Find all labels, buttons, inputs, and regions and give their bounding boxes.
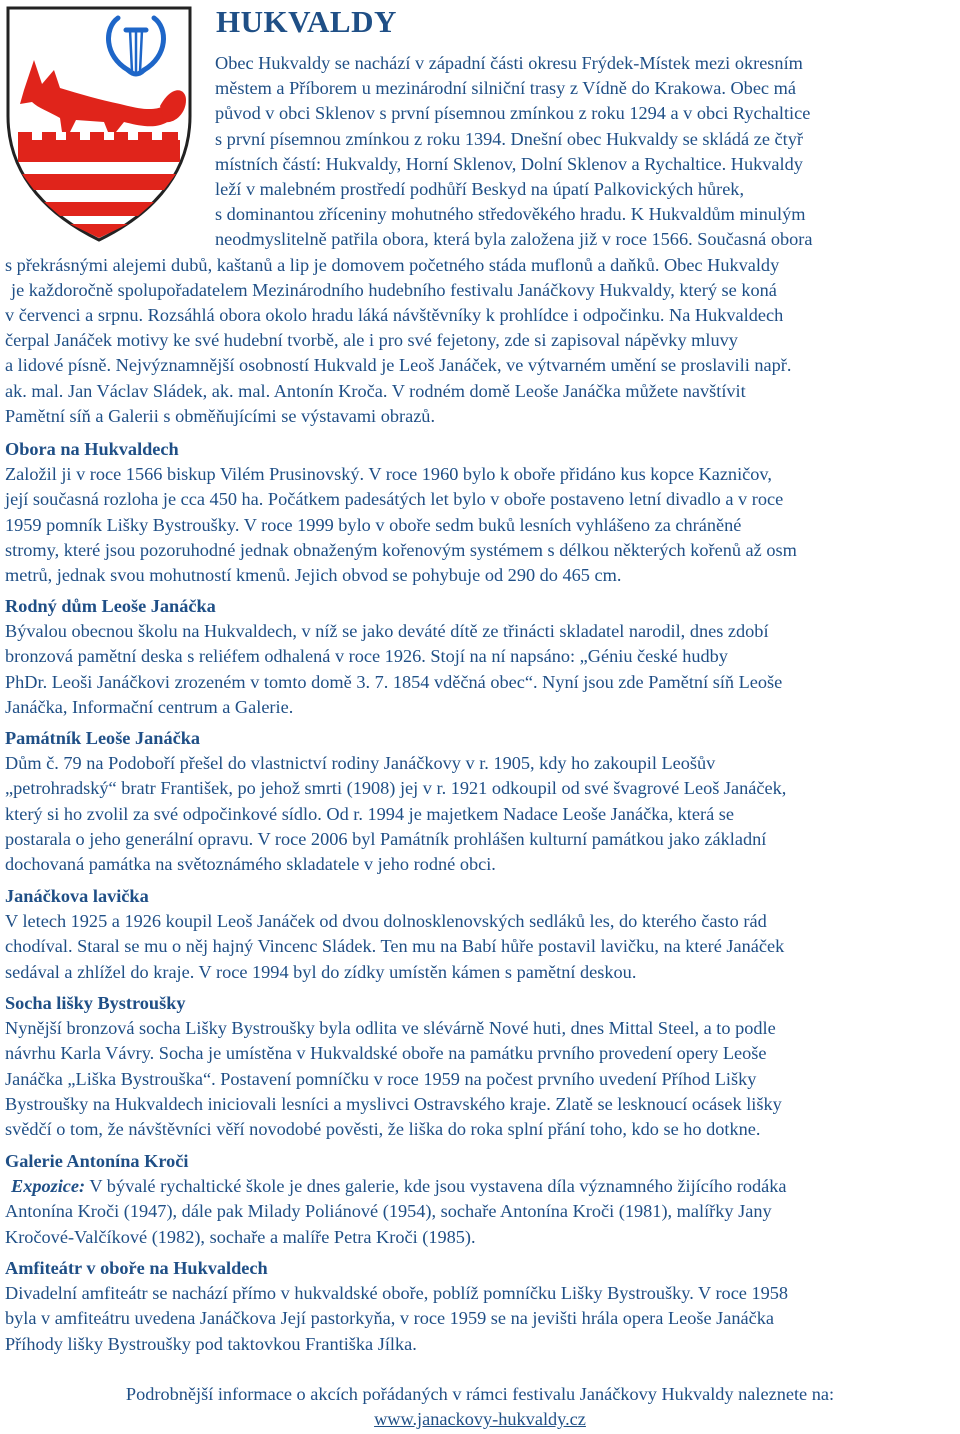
intro-line: Pamětní síň a Galerii s obměňujícími se výstavami obrazů. — [5, 405, 436, 426]
text-line: bronzová pamětní deska s reliéfem odhalená v roce 1926. Stojí na ní napsáno: „Géniu české hudby — [5, 646, 728, 667]
intro-line: městem a Příborem u mezinárodní silniční trasy z Vídně do Krakowa. Obec má — [215, 78, 796, 99]
text-line: Janáčka „Liška Bystrouška“. Postavení pomníčku v roce 1959 na počest prvního uvedení Příhod Lišky — [5, 1068, 757, 1089]
section-heading: Janáčkova lavička — [5, 886, 149, 906]
text-line — [5, 1174, 957, 1199]
intro-line: ak. mal. Jan Václav Sládek, ak. mal. Antonín Kroča. V rodném domě Leoše Janáčka můžete navštívit — [5, 380, 746, 401]
section-heading: Galerie Antonína Kroči — [5, 1151, 189, 1171]
section-pamatnik — [5, 726, 957, 877]
section-heading: Obora na Hukvaldech — [5, 439, 179, 459]
text-line: 1959 pomník Lišky Bystroušky. V roce 1999 bylo v oboře sedm buků lesních vyhlášeno za chráněné — [5, 514, 742, 535]
text-line: Antonína Kroči (1947), dále pak Milady Poliánové (1954), sochaře Antonína Kroči (1981), malířky Jany — [5, 1201, 772, 1222]
section-heading: Socha lišky Bystroušky — [5, 993, 186, 1013]
intro-line: leží v malebném prostředí podhůří Beskyd na úpatí Palkovických hůrek, — [215, 179, 745, 200]
intro-line: s první písemnou zmínkou z roku 1394. Dnešní obec Hukvaldy se skládá ze čtyř — [215, 128, 803, 149]
section-lavicka — [5, 884, 957, 985]
section-heading: Památník Leoše Janáčka — [5, 728, 201, 748]
intro-line: s překrásnými alejemi dubů, kaštanů a lip je domovem početného stáda muflonů a daňků. Obec Hukvaldy — [5, 254, 780, 275]
text-line: návrhu Karla Vávry. Socha je umístěna v Hukvaldské oboře na památku prvního provedení opery Leoše — [5, 1043, 767, 1064]
text-line: „petrohradský“ bratr František, po jehož smrti (1908) jej v r. 1921 odkoupil od své švagrové Leoš Janáček, — [5, 778, 787, 799]
festival-website-link[interactable]: www.janackovy-hukvaldy.cz — [374, 1409, 586, 1429]
text-line: byla v amfiteátru uvedena Janáčkova Její pastorkyňa, v roce 1959 se na jevišti hrála opera Leoše Janáčka — [5, 1308, 775, 1329]
text-line: Příhody lišky Bystroušky pod taktovkou Františka Jílka. — [5, 1333, 417, 1354]
text-line: chodíval. Staral se mu o něj hajný Vincenc Sládek. Ten mu na Babí hůře postavil lavičku, na které Janáček — [5, 936, 785, 957]
section-galerie — [5, 1149, 957, 1250]
section-text — [5, 1174, 957, 1250]
intro-line: je každoročně spolupořadatelem Mezinárodního hudebního festivalu Janáčkovy Hukvaldy, který se koná — [11, 279, 777, 300]
footer — [0, 1382, 960, 1432]
text-line: stromy, které jsou pozoruhodné jednak obnaženým kořenovým systémem s délkou některých kořenů až osm — [5, 539, 797, 560]
text-line: postarala o jeho generální opravu. V roce 2006 byl Památník prohlášen kulturní památkou jako základní — [5, 828, 767, 849]
text-line: Divadelní amfiteátr se nachází přímo v hukvaldské oboře, poblíž pomníčku Lišky Bystroušky. V roce 1958 — [5, 1283, 789, 1304]
text-line: její současná rozloha je cca 450 ha. Počátkem padesátých let bylo v oboře postaveno letní divadlo a v roce — [5, 489, 784, 510]
text-line: V letech 1925 a 1926 koupil Leoš Janáček od dvou dolnosklenovských sedláků les, do kterého často rád — [5, 911, 767, 932]
text-line: svědčí o tom, že návštěvníci věří novodobé pověsti, že liška do roka splní přání toho, kdo se ho dotkne. — [5, 1119, 761, 1140]
text-line: Nynější bronzová socha Lišky Bystroušky byla odlita ve slévárně Nové huti, dnes Mittal Steel, a to podle — [5, 1018, 776, 1039]
section-amfiteatr — [5, 1256, 957, 1357]
section-heading: Rodný dům Leoše Janáčka — [5, 596, 216, 616]
intro-paragraph — [5, 51, 955, 429]
section-text — [5, 1281, 957, 1357]
text-line: dochovaná památka na světoznámého skladatele v jeho rodné obci. — [5, 854, 496, 875]
expozice-label: Expozice: — [11, 1176, 86, 1197]
footer-text: Podrobnější informace o akcích pořádaných v rámci festivalu Janáčkovy Hukvaldy naleznete na: — [125, 1384, 835, 1404]
section-text — [5, 462, 957, 588]
section-rodny-dum — [5, 594, 957, 720]
text-line: Dům č. 79 na Podoboří přešel do vlastnictví rodiny Janáčkovy v r. 1905, kdy ho zakoupil Leošův — [5, 753, 716, 774]
intro-line: a lidové písně. Nejvýznamnější osobností Hukvald je Leoš Janáček, ve výtvarném umění se proslavili např. — [5, 355, 792, 376]
intro-line: v červenci a srpnu. Rozsáhlá obora okolo hradu láká návštěvníky k prohlídce i odpočinku. Na Hukvaldech — [5, 305, 784, 326]
section-text — [5, 1016, 957, 1142]
text-line: Kročové-Valčíkové (1982), sochaře a malíře Petra Kroči (1985). — [5, 1226, 476, 1247]
section-text — [5, 909, 957, 985]
intro-line: původ v obci Sklenov s první písemnou zmínkou z roku 1294 a v obci Rychaltice — [215, 103, 811, 124]
intro-line: Obec Hukvaldy se nachází v západní části okresu Frýdek-Místek mezi okresním — [215, 53, 803, 73]
section-text — [5, 619, 957, 720]
intro-line: čerpal Janáček motivy ke své hudební tvorbě, ale i pro své fejetony, zde si zapisoval nápěvky mluvy — [5, 330, 738, 351]
section-text — [5, 751, 957, 877]
text-line: který si ho zvolil za své odpočinkové sídlo. Od r. 1994 je majetkem Nadace Leoše Janáčka, která se — [5, 803, 734, 824]
intro-line: místních částí: Hukvaldy, Horní Sklenov, Dolní Sklenov a Rychaltice. Hukvaldy — [215, 153, 803, 174]
text-line: sedával a zhlížel do kraje. V roce 1994 byl do zídky umístěn kámen s pamětní deskou. — [5, 961, 637, 982]
text-line: Bystroušky na Hukvaldech iniciovali lesníci a myslivci Ostravského kraje. Zlatě se lesknoucí ocásek lišky — [5, 1093, 782, 1114]
intro-line: s dominantou zříceniny mohutného středověkého hradu. K Hukvaldům minulým — [215, 204, 806, 225]
text-line: Janáčka, Informační centrum a Galerie. — [5, 696, 294, 717]
section-heading: Amfiteátr v oboře na Hukvaldech — [5, 1258, 268, 1278]
section-socha — [5, 991, 957, 1142]
text-line: PhDr. Leoši Janáčkovi zrozeném v tomto domě 3. 7. 1854 vděčná obec“. Nyní jsou zde Pamětní síň Leoše — [5, 671, 783, 692]
text-line: Bývalou obecnou školu na Hukvaldech, v níž se jako deváté dítě ze třinácti skladatel narodil, dnes zdobí — [5, 621, 769, 642]
page-title: HUKVALDY — [216, 4, 397, 39]
text-line: metrů, jednak svou mohutností kmenů. Jejich obvod se pohybuje od 290 do 465 cm. — [5, 565, 622, 586]
text-fragment: V bývalé rychaltické škole je dnes galerie, kde jsou vystavena díla významného žijícího rodáka — [85, 1176, 787, 1197]
section-obora — [5, 437, 957, 588]
intro-line: neodmyslitelně patřila obora, která byla založena již v roce 1566. Současná obora — [215, 229, 813, 250]
text-line: Založil ji v roce 1566 biskup Vilém Prusinovský. V roce 1960 bylo k oboře přidáno kus kopce Kazničov, — [5, 464, 772, 485]
